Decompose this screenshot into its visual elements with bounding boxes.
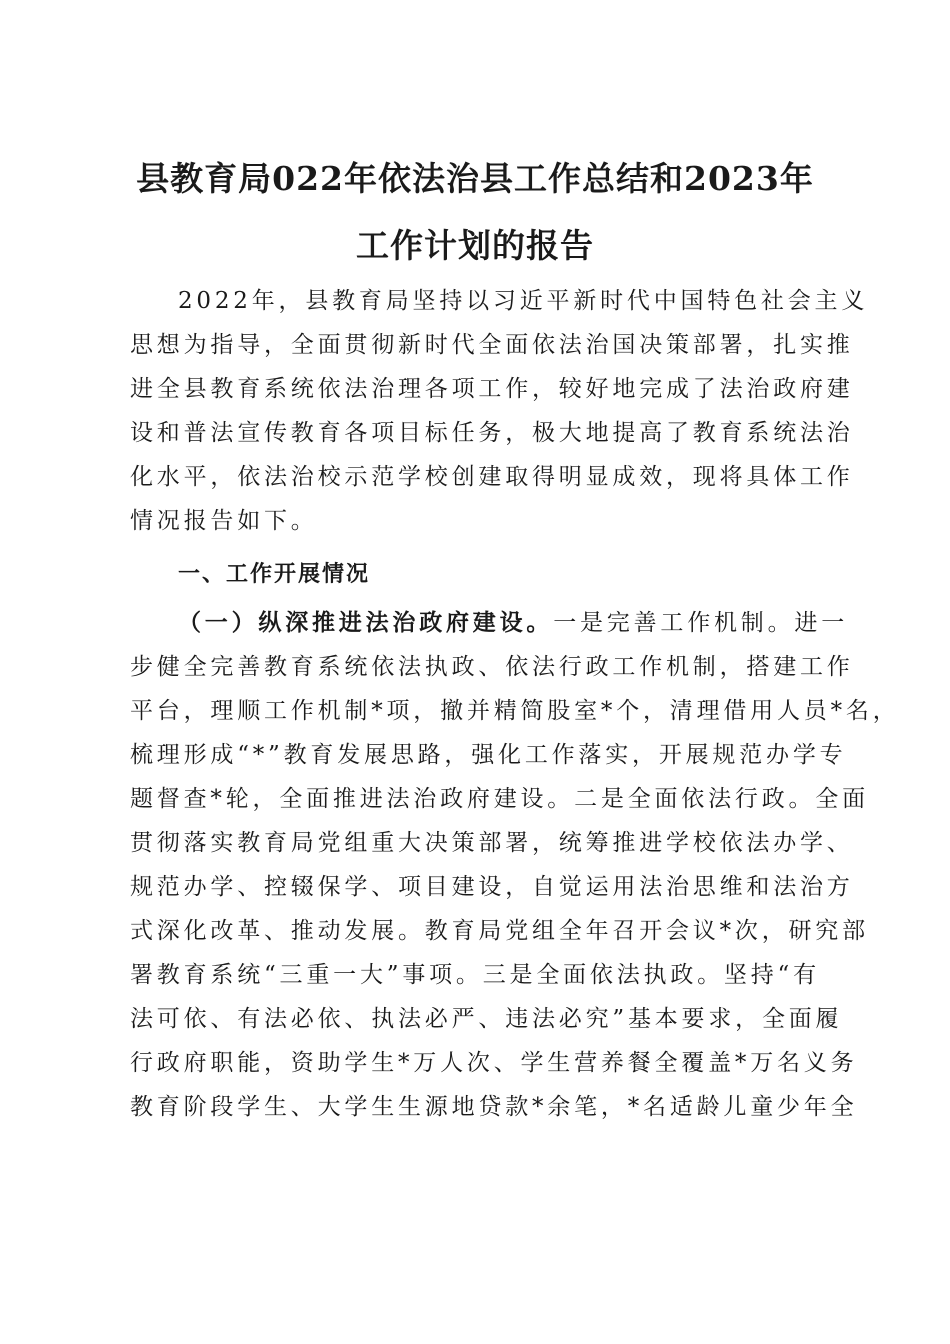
subsection-paragraph-line: 题督查*轮，全面推进法治政府建设。二是全面依法行政。全面 — [130, 786, 869, 812]
document-title-line-2: 工作计划的报告 — [356, 226, 594, 265]
intro-paragraph-line: 进全县教育系统依法治理各项工作，较好地完成了法治政府建 — [130, 376, 854, 402]
subsection-paragraph-line: 规范办学、控辍保学、项目建设，自觉运用法治思维和法治方 — [130, 874, 854, 900]
subsection-paragraph-line: 式深化改革、推动发展。教育局党组全年召开会议*次，研究部 — [130, 918, 869, 944]
subsection-first-line — [178, 603, 848, 643]
intro-paragraph-line: 化水平，依法治校示范学校创建取得明显成效，现将具体工作 — [130, 464, 854, 490]
intro-paragraph-line: 设和普法宣传教育各项目标任务，极大地提高了教育系统法治 — [130, 420, 854, 446]
intro-paragraph-line: 思想为指导，全面贯彻新时代全面依法治国决策部署，扎实推 — [130, 332, 854, 358]
subsection-paragraph-line: 平台，理顺工作机制*项，撤并精简股室*个，清理借用人员*名， — [130, 698, 900, 724]
subsection-paragraph-line: 行政府职能，资助学生*万人次、学生营养餐全覆盖*万名义务 — [130, 1050, 858, 1076]
subsection-paragraph-line: 法可依、有法必依、执法必严、违法必究”基本要求，全面履 — [130, 1006, 843, 1032]
subsection-first-line-text: 一是完善工作机制。进一 — [553, 610, 849, 636]
section-heading: 一、工作开展情况 — [178, 562, 371, 587]
subsection-paragraph-line: 署教育系统“三重一大”事项。三是全面依法执政。坚持“有 — [130, 962, 820, 988]
subsection-heading: （一）纵深推进法治政府建设。 — [178, 609, 554, 636]
intro-paragraph-line: 2022年，县教育局坚持以习近平新时代中国特色社会主义 — [178, 288, 869, 314]
document-title-line-1: 县教育局022年依法治县工作总结和2023年 — [136, 159, 814, 198]
intro-paragraph-line: 情况报告如下。 — [130, 508, 318, 534]
subsection-paragraph-line: 步健全完善教育系统依法执政、依法行政工作机制，搭建工作 — [130, 654, 854, 680]
subsection-paragraph-line: 贯彻落实教育局党组重大决策部署，统筹推进学校依法办学、 — [130, 830, 854, 856]
subsection-paragraph-line: 梳理形成“*”教育发展思路，强化工作落实，开展规范办学专 — [130, 742, 847, 768]
subsection-paragraph-line: 教育阶段学生、大学生生源地贷款*余笔，*名适龄儿童少年全 — [130, 1094, 858, 1120]
